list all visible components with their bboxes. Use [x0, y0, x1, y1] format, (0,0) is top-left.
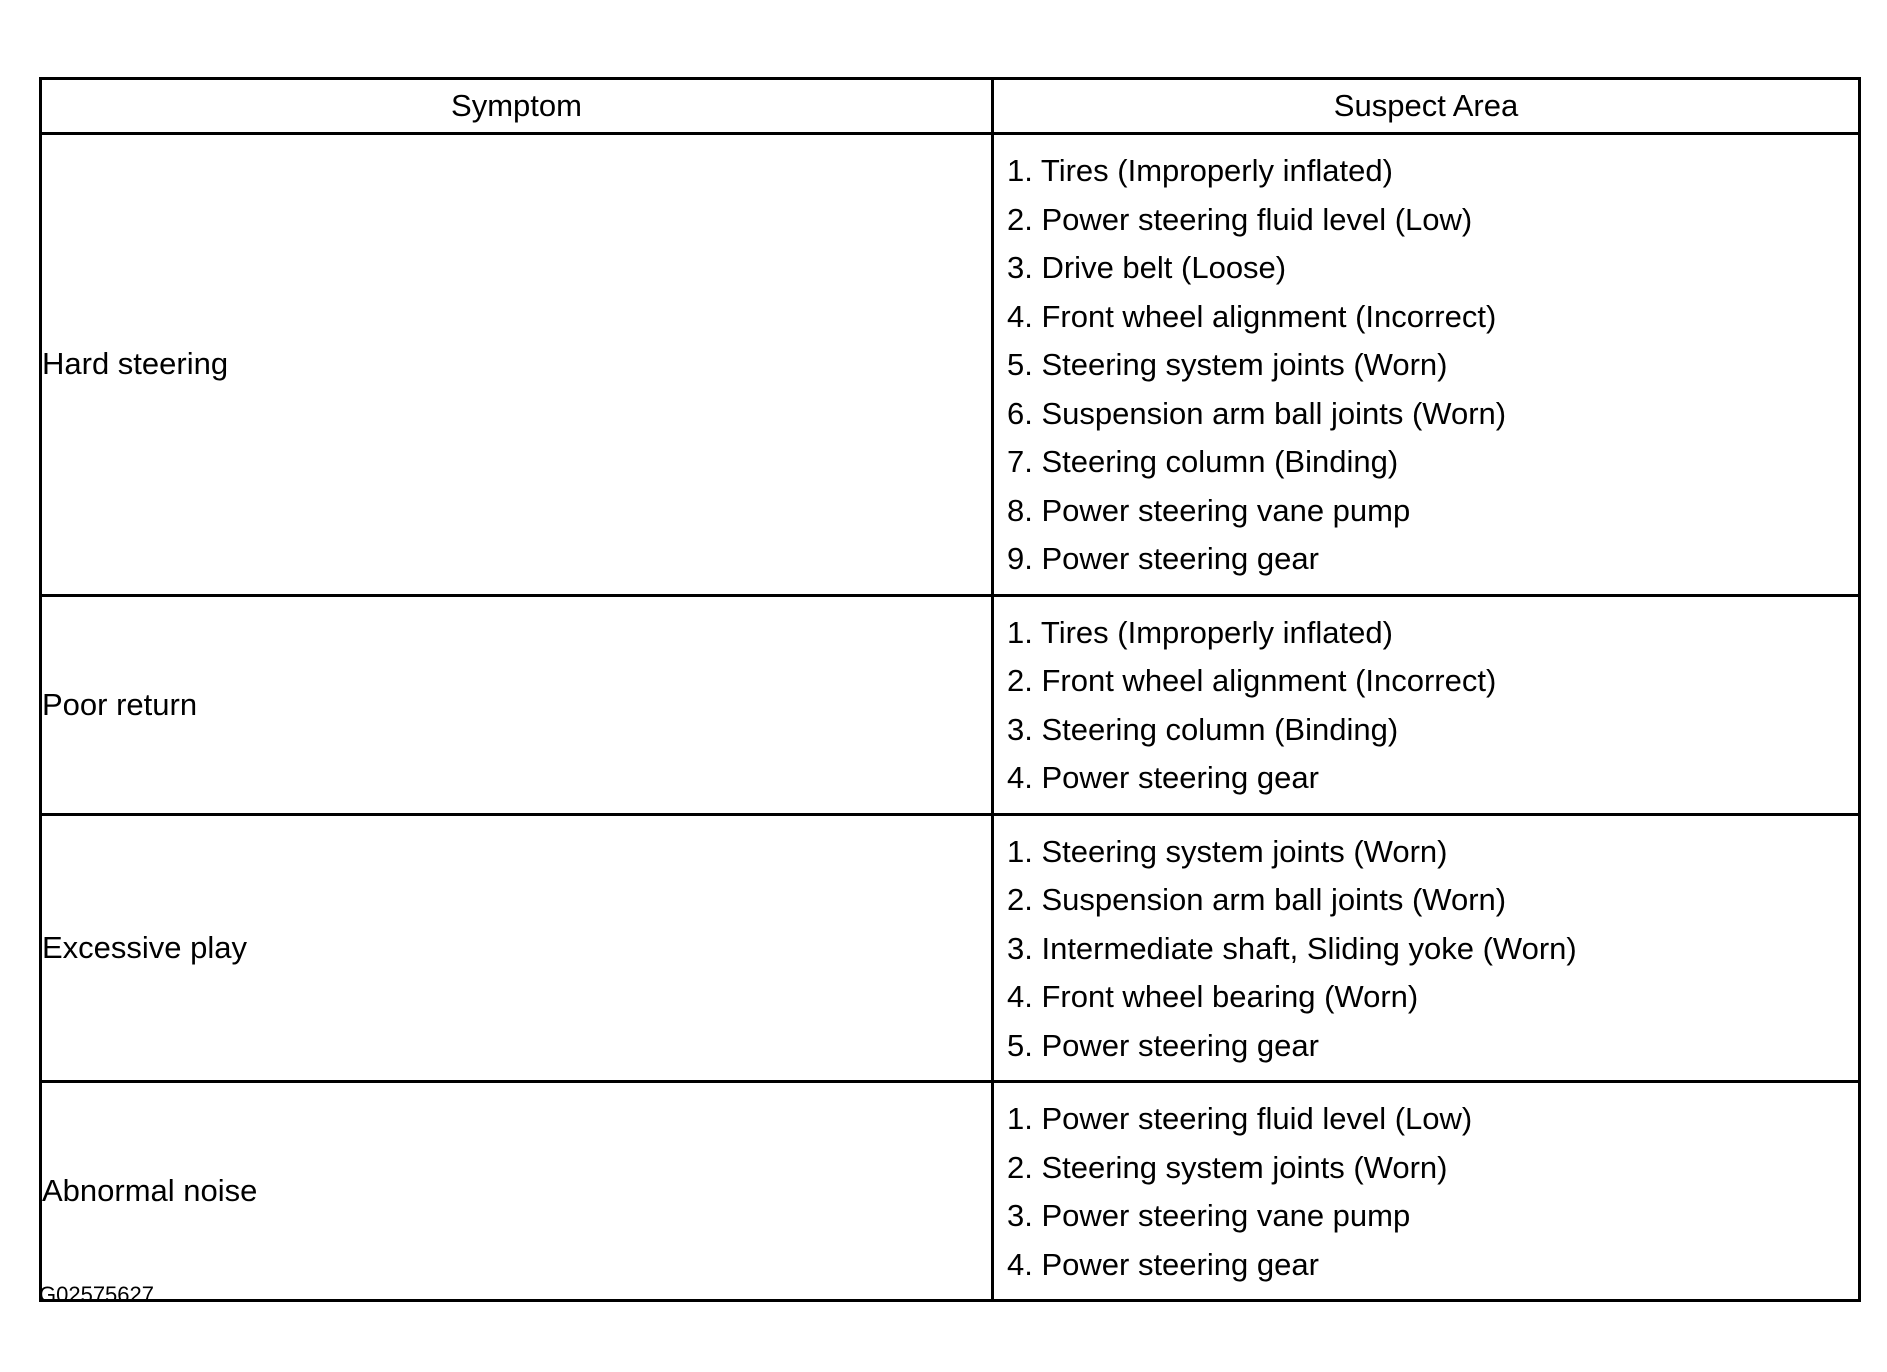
- symptom-table: [39, 77, 1861, 1302]
- suspect-area-item: 7. Steering column (Binding): [1007, 444, 1399, 479]
- table-row: [41, 814, 1860, 1082]
- suspect-area-item: 3. Drive belt (Loose): [1007, 250, 1287, 285]
- suspect-area-item: 1. Steering system joints (Worn): [1007, 833, 1448, 869]
- suspect-area-item: 4. Front wheel bearing (Worn): [1007, 979, 1419, 1014]
- suspect-area-list: [994, 135, 1858, 594]
- suspect-area-item: 1. Tires (Improperly inflated): [1007, 153, 1393, 188]
- suspect-area-cell: [993, 134, 1860, 596]
- symptom-cell: Abnormal noise: [41, 1082, 993, 1301]
- suspect-area-item: 4. Power steering gear: [1007, 1246, 1319, 1282]
- suspect-area-item: 5. Power steering gear: [1007, 1027, 1319, 1063]
- suspect-area-item: 1. Tires (Improperly inflated): [1007, 614, 1393, 650]
- suspect-area-item: 4. Power steering gear: [1007, 760, 1319, 795]
- suspect-area-cell: [993, 814, 1860, 1082]
- suspect-area-item: 2. Power steering fluid level (Low): [1007, 201, 1473, 237]
- suspect-area-item: 3. Steering column (Binding): [1007, 711, 1399, 747]
- suspect-area-list: [994, 1083, 1858, 1299]
- suspect-area-item: 4. Front wheel alignment (Incorrect): [1007, 298, 1497, 334]
- symptom-cell: Excessive play: [41, 814, 993, 1082]
- suspect-area-item: 3. Power steering vane pump: [1007, 1198, 1411, 1233]
- symptom-cell: Hard steering: [41, 134, 993, 596]
- table-row: [41, 595, 1860, 814]
- suspect-area-item: 2. Steering system joints (Worn): [1007, 1149, 1448, 1185]
- figure-id: G02575627: [39, 1282, 154, 1307]
- suspect-area-list: [994, 816, 1858, 1081]
- header-symptom: Symptom: [41, 79, 993, 134]
- table-header-row: [41, 79, 1860, 134]
- suspect-area-cell: [993, 1082, 1860, 1301]
- table-row: [41, 134, 1860, 596]
- suspect-area-item: 8. Power steering vane pump: [1007, 492, 1411, 528]
- suspect-area-item: 6. Suspension arm ball joints (Worn): [1007, 395, 1507, 431]
- table-row: [41, 1082, 1860, 1301]
- header-suspect-area: Suspect Area: [993, 79, 1860, 134]
- suspect-area-item: 5. Steering system joints (Worn): [1007, 347, 1448, 382]
- suspect-area-item: 3. Intermediate shaft, Sliding yoke (Worn): [1007, 930, 1577, 966]
- symptom-cell: Poor return: [41, 595, 993, 814]
- suspect-area-item: 2. Suspension arm ball joints (Worn): [1007, 882, 1507, 917]
- suspect-area-list: [994, 597, 1858, 813]
- suspect-area-item: 9. Power steering gear: [1007, 541, 1319, 576]
- suspect-area-item: 1. Power steering fluid level (Low): [1007, 1101, 1473, 1136]
- suspect-area-cell: [993, 595, 1860, 814]
- suspect-area-item: 2. Front wheel alignment (Incorrect): [1007, 663, 1497, 698]
